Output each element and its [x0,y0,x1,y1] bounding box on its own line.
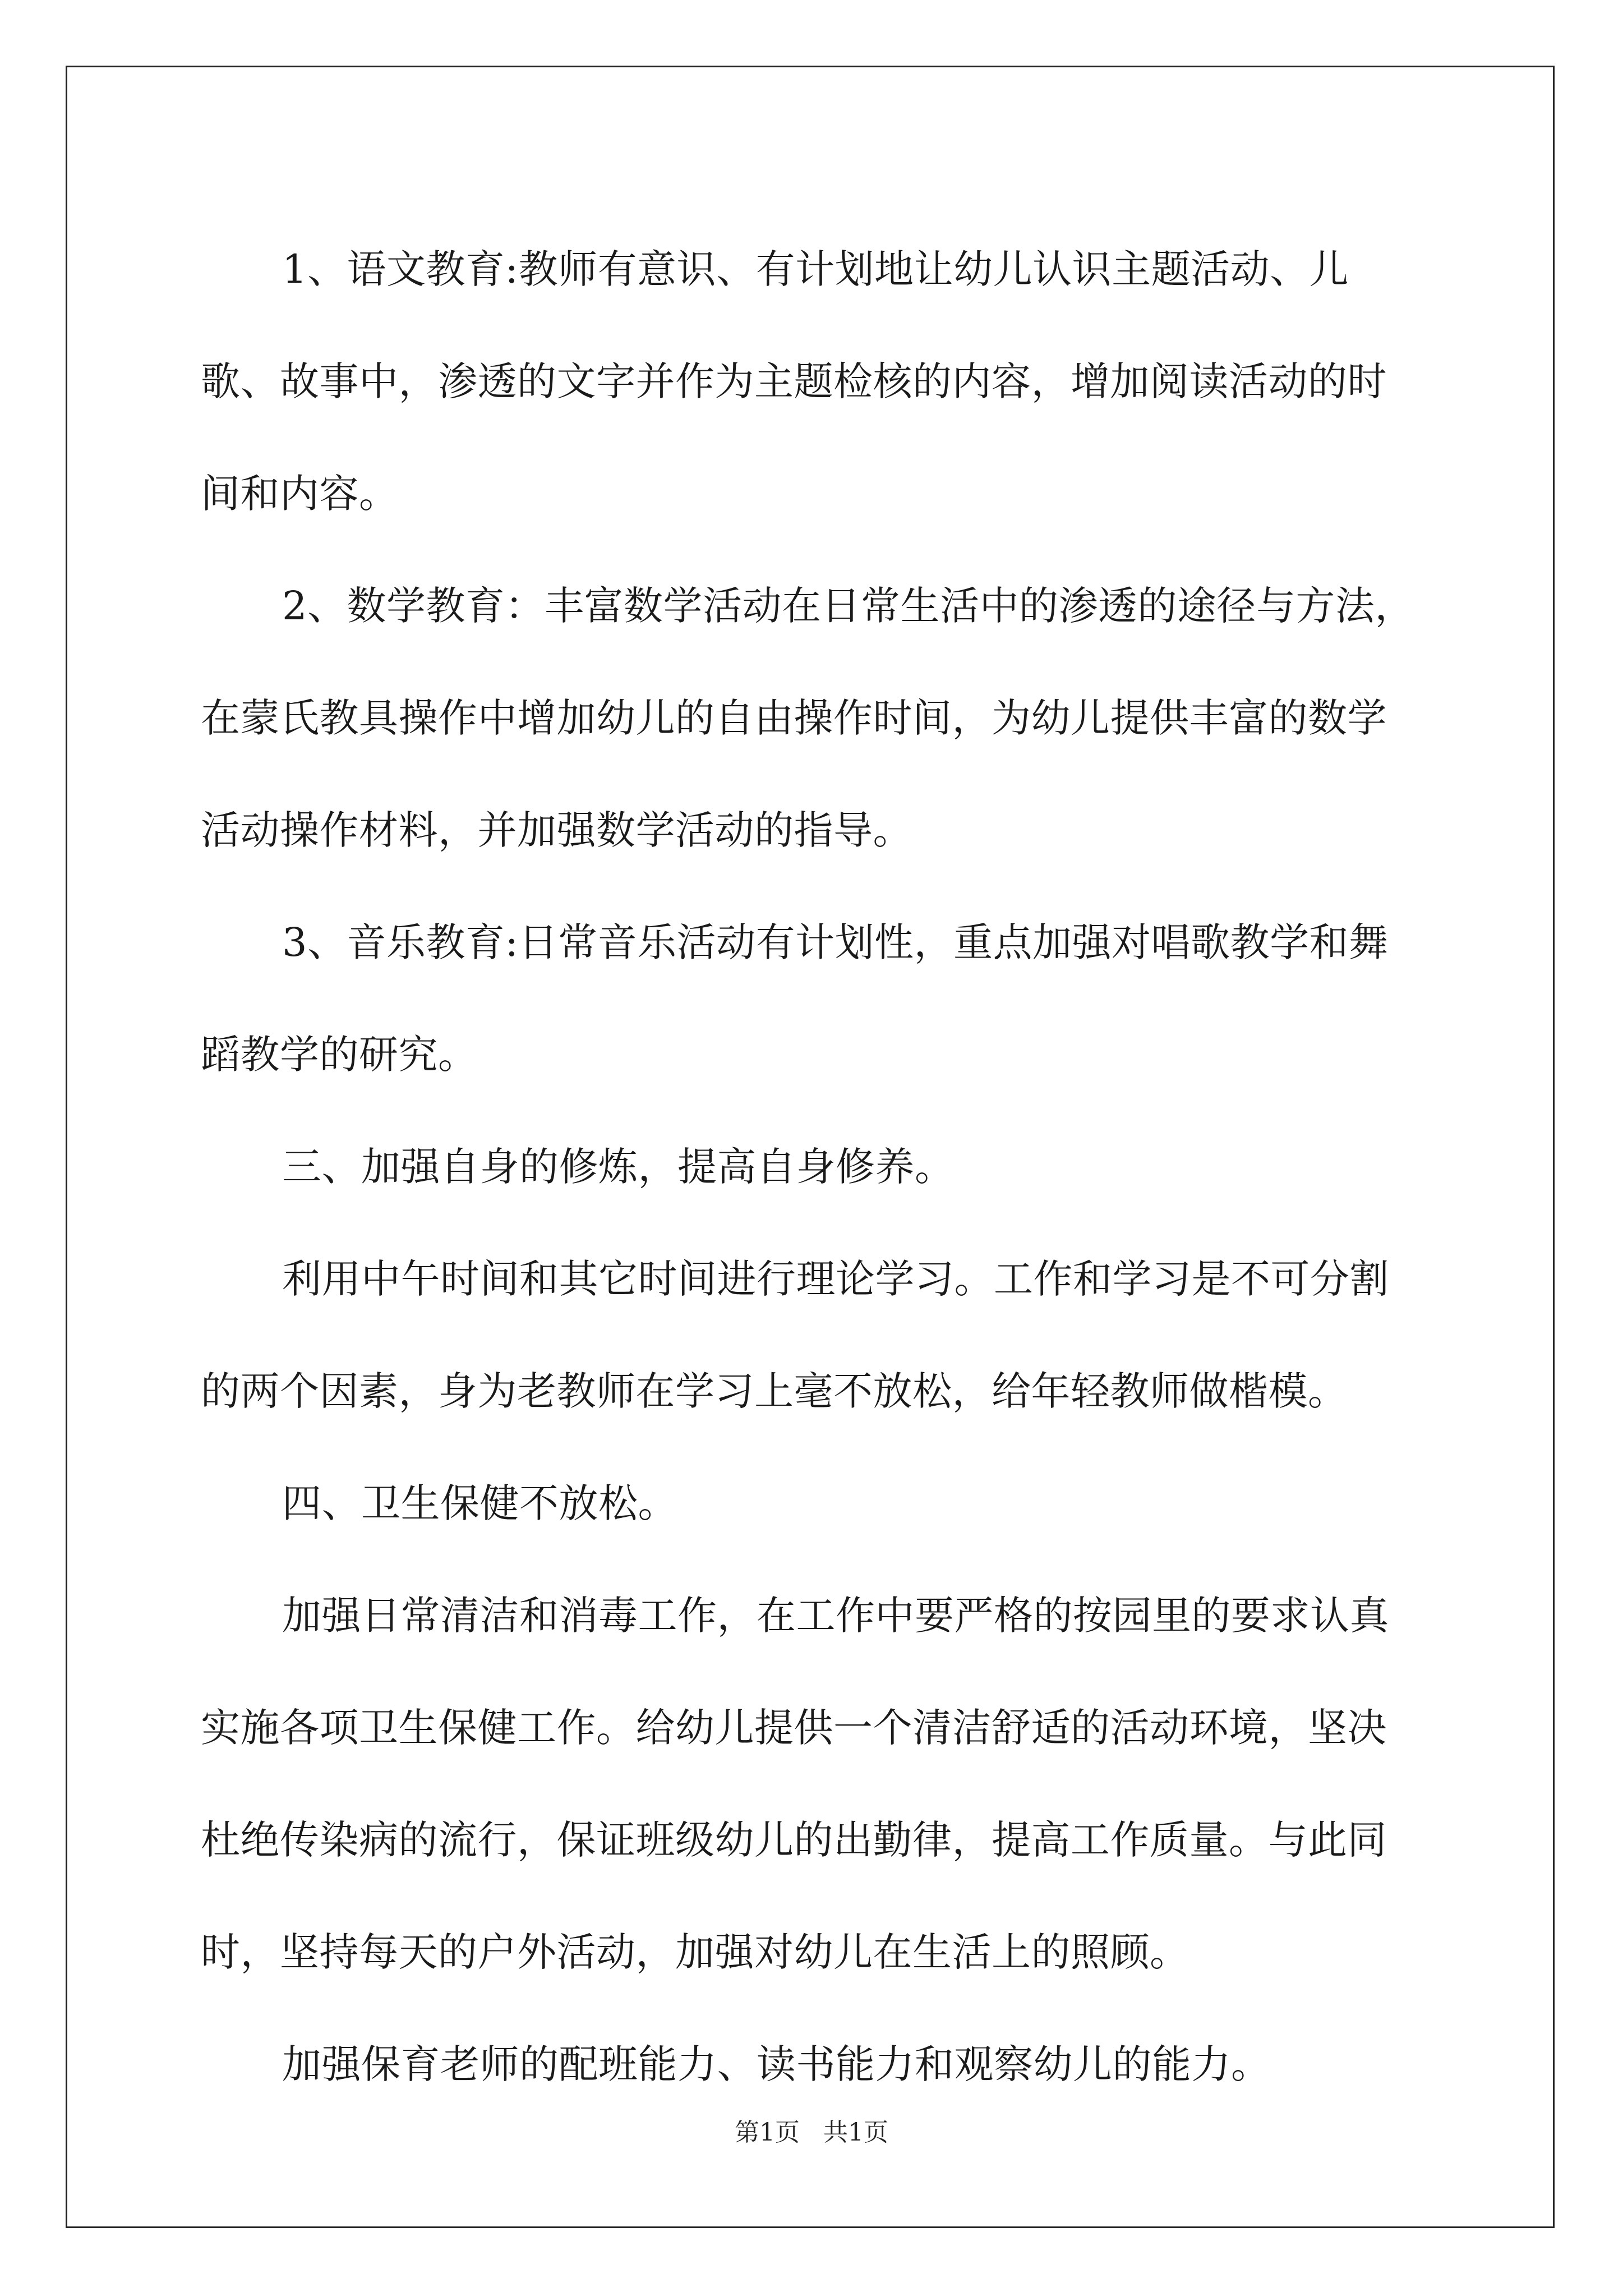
paragraph-hygiene: 加强日常清洁和消毒工作，在工作中要严格的按园里的要求认真实施各项卫生保健工作。给幼儿提供一个清洁舒适的活动环境，坚决杜绝传染病的流行，保证班级幼儿的出勤律，提高工作质量。与此同时，坚持每天的户外活动，加强对幼儿在生活上的照顾。 [201,1593,1389,1975]
paragraph-section-three-heading: 三、加强自身的修炼，提高自身修养。 [282,1144,955,1190]
paragraph-math-education: 2、数学教育：丰富数学活动在日常生活中的渗透的途径与方法，在蒙氏教具操作中增加幼儿的自由操作时间，为幼儿提供丰富的数学活动操作材料，并加强数学活动的指导。 [201,583,1415,853]
paragraph-section-four-heading: 四、卫生保健不放松。 [282,1480,677,1526]
paragraph-music-education: 3、音乐教育:日常音乐活动有计划性，重点加强对唱歌教学和舞蹈教学的研究。 [201,919,1389,1078]
paragraph-nursery-teacher: 加强保育老师的配班能力、读书能力和观察幼儿的能力。 [282,2041,1271,2087]
paragraph-chinese-education: 1、语文教育:教师有意识、有计划地让幼儿认识主题活动、儿歌、故事中，渗透的文字并作为主题检核的内容，增加阅读活动的时间和内容。 [201,246,1387,517]
paragraph-study: 利用中午时间和其它时间进行理论学习。工作和学习是不可分割的两个因素，身为老教师在学习上毫不放松，给年轻教师做楷模。 [201,1256,1389,1414]
page-number-footer: 第1页 共1页 [735,2118,888,2147]
document-body [201,213,1423,2120]
